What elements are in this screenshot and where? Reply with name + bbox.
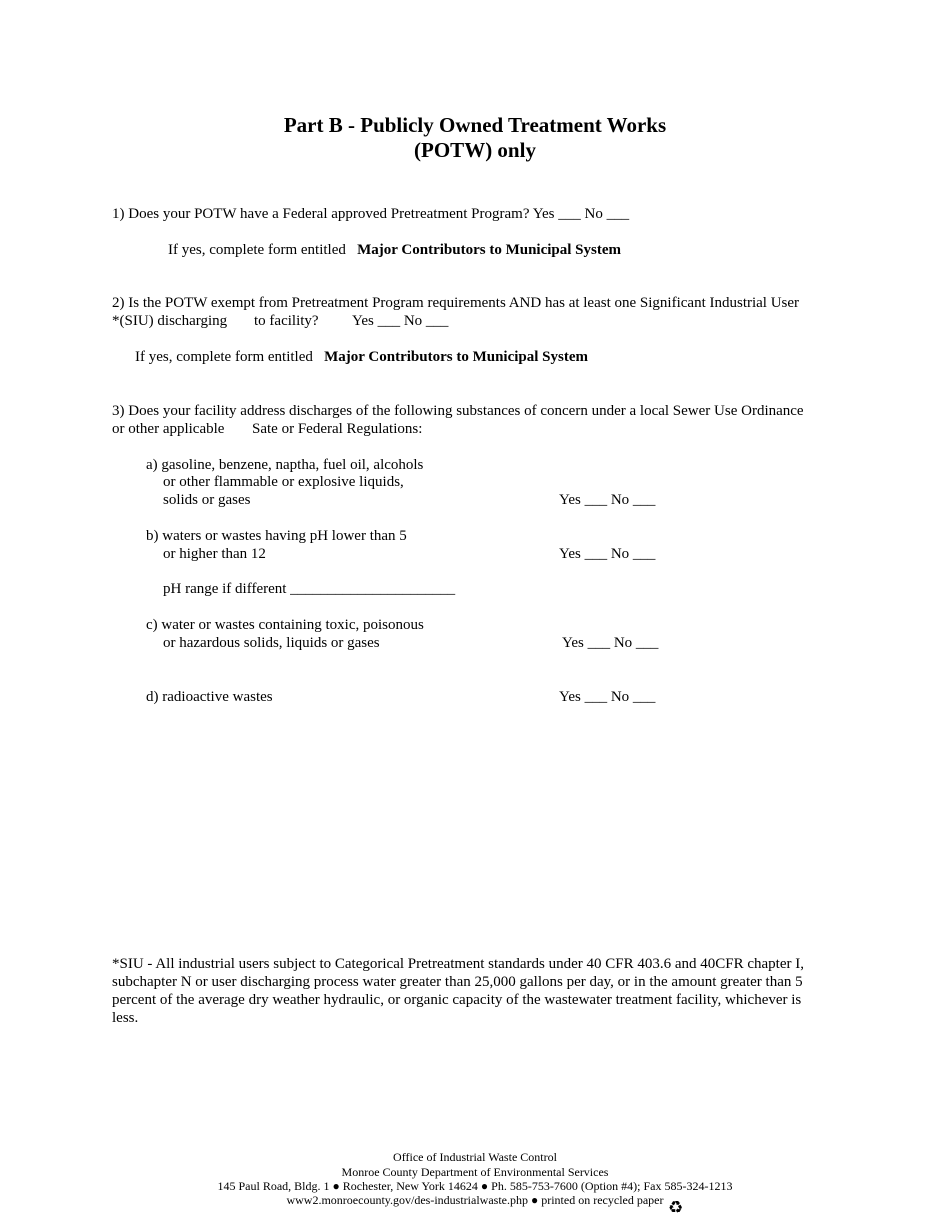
- siu-note-line-3: percent of the average dry weather hydraulic, or organic capacity of the wastewater treatment facility, whichever is: [112, 992, 802, 1008]
- question-1-form-name: Major Contributors to Municipal System: [357, 242, 621, 258]
- item-b-line-1: b) waters or wastes having pH lower than 5: [146, 528, 407, 544]
- siu-note-line-2: subchapter N or user discharging process water greater than 25,000 gallons per day, or in the amount greater than 5: [112, 974, 803, 990]
- recycle-icon: ♻: [668, 1198, 684, 1217]
- question-2-line-1: 2) Is the POTW exempt from Pretreatment Program requirements AND has at least one Significant Industrial User: [112, 295, 800, 311]
- page-title-line-2: (POTW) only: [414, 138, 536, 162]
- item-d-answer: Yes ___ No ___: [559, 689, 656, 705]
- question-3-line-1: 3) Does your facility address discharges of the following substances of concern under a local Sewer Use Ordinance: [112, 403, 804, 419]
- question-2-note: [135, 348, 588, 366]
- item-b-answer: Yes ___ No ___: [559, 546, 656, 562]
- question-2-note-prefix: If yes, complete form entitled: [135, 349, 313, 365]
- item-a-line-3: solids or gases: [163, 492, 251, 508]
- question-2-line-2-b: to facility?: [254, 313, 319, 329]
- footer-address: 145 Paul Road, Bldg. 1 ● Rochester, New York 14624 ● Ph. 585-753-7600 (Option #4); Fax 585-324-1213: [217, 1179, 733, 1193]
- ph-range-field: pH range if different ______________________: [163, 581, 456, 597]
- question-1-note-prefix: If yes, complete form entitled: [168, 242, 346, 258]
- question-2-line-2-a: *(SIU) discharging: [112, 313, 228, 329]
- item-a-answer: Yes ___ No ___: [559, 492, 656, 508]
- question-2-form-name: Major Contributors to Municipal System: [324, 349, 588, 365]
- item-d-line-1: d) radioactive wastes: [146, 689, 273, 705]
- question-1-note: [168, 241, 621, 259]
- item-c-line-1: c) water or wastes containing toxic, poisonous: [146, 617, 424, 633]
- question-3-line-2-a: or other applicable: [112, 421, 225, 437]
- question-3-line-2-b: Sate or Federal Regulations:: [252, 421, 423, 437]
- item-b-line-2: or higher than 12: [163, 546, 266, 562]
- siu-note-line-1: *SIU - All industrial users subject to Categorical Pretreatment standards under 40 CFR 403.6 and 40CFR chapter I,: [112, 956, 804, 972]
- page-title-line-1: Part B - Publicly Owned Treatment Works: [283, 113, 667, 137]
- footer-department: Monroe County Department of Environmental Services: [341, 1165, 609, 1179]
- item-a-line-2: or other flammable or explosive liquids,: [163, 474, 404, 490]
- footer-office: Office of Industrial Waste Control: [393, 1150, 557, 1164]
- footer-website: www2.monroecounty.gov/des-industrialwaste.php ● printed on recycled paper: [286, 1193, 664, 1207]
- question-2-answer: Yes ___ No ___: [352, 313, 449, 329]
- siu-note-line-4: less.: [112, 1010, 139, 1026]
- question-1: 1) Does your POTW have a Federal approved Pretreatment Program? Yes ___ No ___: [112, 206, 630, 222]
- item-c-line-2: or hazardous solids, liquids or gases: [163, 635, 380, 651]
- item-c-answer: Yes ___ No ___: [562, 635, 659, 651]
- item-a-line-1: a) gasoline, benzene, naptha, fuel oil, alcohols: [146, 457, 424, 473]
